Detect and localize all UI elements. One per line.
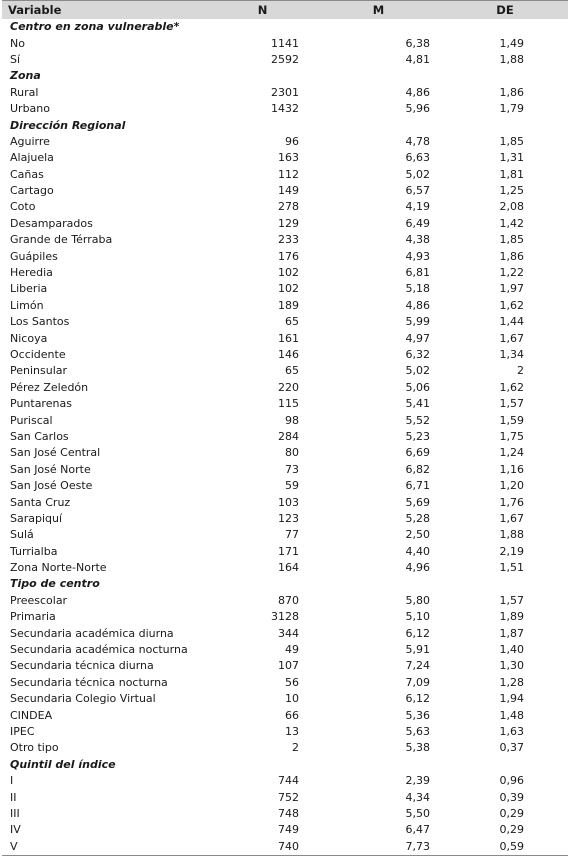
column-header-de: DE: [442, 1, 568, 20]
section-heading-row: [2, 68, 568, 84]
cell-de: 1,94: [499, 692, 524, 706]
cell-de: 1,76: [499, 495, 524, 509]
table-row: [2, 134, 568, 150]
cell-de: 1,86: [499, 249, 524, 263]
table-row: [2, 806, 568, 822]
cell-m: 5,06: [405, 380, 430, 394]
cell-m: 6,69: [405, 446, 430, 460]
table-row: [2, 658, 568, 674]
cell-de: 1,86: [499, 85, 524, 99]
cell-de: 1,20: [499, 479, 524, 493]
cell-m: 4,34: [405, 790, 430, 804]
table-row: [2, 183, 568, 199]
column-header-m: M: [315, 1, 442, 20]
row-label: Sulá: [10, 528, 34, 542]
table-row: [2, 822, 568, 838]
table-row: [2, 789, 568, 805]
table-row: [2, 363, 568, 379]
cell-de: 1,57: [499, 397, 524, 411]
row-label: Sarapiquí: [10, 511, 63, 525]
table-row: [2, 216, 568, 232]
cell-n: 65: [285, 315, 299, 329]
cell-n: 107: [278, 659, 299, 673]
table-row: [2, 445, 568, 461]
row-label: Liberia: [10, 282, 48, 296]
statistics-table: [2, 0, 568, 856]
row-label: Heredia: [10, 266, 53, 280]
cell-m: 6,38: [405, 36, 430, 50]
cell-n: 102: [278, 282, 299, 296]
table-row: [2, 675, 568, 691]
cell-m: 6,12: [405, 626, 430, 640]
table-row: [2, 773, 568, 789]
cell-de: 1,59: [499, 413, 524, 427]
cell-m: 7,09: [405, 675, 430, 689]
table-row: [2, 707, 568, 723]
row-label: Zona Norte-Norte: [10, 561, 107, 575]
cell-m: 5,41: [405, 397, 430, 411]
row-label: Secundaria académica nocturna: [10, 643, 188, 657]
cell-de: 1,25: [499, 184, 524, 198]
cell-de: 2,08: [499, 200, 524, 214]
cell-n: 59: [285, 479, 299, 493]
row-label: Sí: [10, 52, 21, 66]
table-row: [2, 248, 568, 264]
cell-m: 2,39: [405, 774, 430, 788]
cell-n: 73: [285, 462, 299, 476]
cell-n: 189: [278, 298, 299, 312]
table-row: [2, 494, 568, 510]
cell-de: 1,67: [499, 331, 524, 345]
table-row: [2, 478, 568, 494]
cell-m: 7,24: [405, 659, 430, 673]
row-label: San José Oeste: [10, 479, 93, 493]
row-label: Secundaria Colegio Virtual: [10, 692, 156, 706]
cell-n: 344: [278, 626, 299, 640]
row-label: Secundaria técnica diurna: [10, 659, 154, 673]
table-row: [2, 314, 568, 330]
table-row: [2, 396, 568, 412]
cell-de: 1,67: [499, 511, 524, 525]
cell-m: 4,40: [405, 544, 430, 558]
cell-n: 96: [285, 134, 299, 148]
cell-de: 1,30: [499, 659, 524, 673]
section-heading: Quintil del índice: [10, 757, 116, 771]
table-row: [2, 412, 568, 428]
row-label: Puntarenas: [10, 397, 72, 411]
table-row: [2, 101, 568, 117]
row-label: San Carlos: [10, 429, 69, 443]
section-heading-row: [2, 576, 568, 592]
cell-de: 0,37: [499, 741, 524, 755]
row-label: Aguirre: [10, 134, 50, 148]
table-body: [2, 19, 568, 855]
cell-m: 5,36: [405, 708, 430, 722]
cell-m: 5,02: [405, 364, 430, 378]
cell-n: 103: [278, 495, 299, 509]
table-row: [2, 625, 568, 641]
cell-m: 4,19: [405, 200, 430, 214]
table-row: [2, 429, 568, 445]
cell-m: 4,86: [405, 298, 430, 312]
table-row: [2, 35, 568, 51]
cell-de: 1,28: [499, 675, 524, 689]
cell-m: 4,81: [405, 52, 430, 66]
section-heading: Zona: [10, 69, 41, 83]
table-row: [2, 642, 568, 658]
cell-n: 2301: [271, 85, 299, 99]
table-row: [2, 839, 568, 856]
cell-n: 220: [278, 380, 299, 394]
table-row: [2, 281, 568, 297]
cell-m: 4,97: [405, 331, 430, 345]
cell-de: 1,16: [499, 462, 524, 476]
table-row: [2, 527, 568, 543]
cell-m: 5,10: [405, 610, 430, 624]
row-label: Santa Cruz: [10, 495, 71, 509]
cell-n: 10: [285, 692, 299, 706]
row-label: Turrialba: [10, 544, 58, 558]
column-header-variable: Variable: [2, 1, 210, 20]
section-heading: Centro en zona vulnerable*: [10, 20, 180, 34]
cell-n: 56: [285, 675, 299, 689]
table-row: [2, 462, 568, 478]
row-label: CINDEA: [10, 708, 53, 722]
table-row: [2, 609, 568, 625]
row-label: No: [10, 36, 25, 50]
row-label: V: [2, 839, 210, 856]
cell-m: 6,49: [405, 216, 430, 230]
row-label: Desamparados: [10, 216, 93, 230]
cell-de: 1,62: [499, 298, 524, 312]
cell-m: 6,12: [405, 692, 430, 706]
cell-de: 1,49: [499, 36, 524, 50]
cell-m: 5,28: [405, 511, 430, 525]
row-label: Rural: [10, 85, 39, 99]
cell-de: 0,39: [499, 790, 524, 804]
table-row: [2, 232, 568, 248]
cell-de: 1,44: [499, 315, 524, 329]
cell-m: 5,38: [405, 741, 430, 755]
table-row: [2, 380, 568, 396]
row-label: Nicoya: [10, 331, 48, 345]
table-header: [2, 1, 568, 20]
cell-de: 2,19: [499, 544, 524, 558]
table-row: [2, 560, 568, 576]
cell-de: 0,96: [499, 774, 524, 788]
cell-m: 5,69: [405, 495, 430, 509]
row-label: IPEC: [10, 724, 35, 738]
row-label: II: [10, 790, 17, 804]
table-row: [2, 167, 568, 183]
cell-n: 49: [285, 643, 299, 657]
table-row: [2, 347, 568, 363]
cell-de: 1,22: [499, 266, 524, 280]
row-label: Alajuela: [10, 151, 54, 165]
table-row: [2, 511, 568, 527]
cell-n: 123: [278, 511, 299, 525]
row-label: Preescolar: [10, 593, 68, 607]
row-label: Urbano: [10, 102, 50, 116]
table-row: [2, 298, 568, 314]
cell-de: 1,89: [499, 610, 524, 624]
row-label: Limón: [10, 298, 44, 312]
cell-m: 6,71: [405, 479, 430, 493]
cell-n: 870: [278, 593, 299, 607]
cell-n: 2: [292, 741, 299, 755]
cell-n: 752: [278, 790, 299, 804]
cell-n: 80: [285, 446, 299, 460]
row-label: I: [10, 774, 14, 788]
section-heading-row: [2, 19, 568, 35]
cell-de: 1,40: [499, 643, 524, 657]
row-label: Peninsular: [10, 364, 68, 378]
table-row: [2, 52, 568, 68]
cell-n: 740: [210, 839, 315, 856]
row-label: Secundaria académica diurna: [10, 626, 174, 640]
cell-n: 112: [278, 167, 299, 181]
row-label: Los Santos: [10, 315, 70, 329]
row-label: Pérez Zeledón: [10, 380, 89, 394]
row-label: Puriscal: [10, 413, 53, 427]
cell-m: 5,99: [405, 315, 430, 329]
cell-m: 5,63: [405, 724, 430, 738]
row-label: Secundaria técnica nocturna: [10, 675, 168, 689]
cell-n: 163: [278, 151, 299, 165]
row-label: San José Norte: [10, 462, 91, 476]
cell-n: 146: [278, 348, 299, 361]
row-label: IV: [10, 823, 21, 837]
cell-de: 1,75: [499, 429, 524, 443]
cell-de: 0,59: [442, 839, 568, 856]
row-label: Coto: [10, 200, 36, 214]
cell-n: 66: [285, 708, 299, 722]
cell-de: 1,63: [499, 724, 524, 738]
cell-n: 98: [285, 413, 299, 427]
column-header-n: N: [210, 1, 315, 20]
cell-m: 4,96: [405, 561, 430, 575]
cell-n: 233: [278, 233, 299, 247]
row-label: Cartago: [10, 184, 54, 198]
cell-de: 1,85: [499, 233, 524, 247]
cell-de: 1,88: [499, 528, 524, 542]
row-label: Grande de Térraba: [10, 233, 113, 247]
row-label: San José Central: [10, 446, 101, 460]
cell-de: 1,42: [499, 216, 524, 230]
cell-m: 5,91: [405, 643, 430, 657]
table-row: [2, 199, 568, 215]
cell-n: 278: [278, 200, 299, 214]
cell-n: 65: [285, 364, 299, 378]
cell-de: 1,81: [499, 167, 524, 181]
table-row: [2, 724, 568, 740]
cell-de: 1,24: [499, 446, 524, 460]
cell-m: 5,23: [405, 429, 430, 443]
cell-de: 1,85: [499, 134, 524, 148]
cell-m: 4,86: [405, 85, 430, 99]
cell-n: 284: [278, 429, 299, 443]
table-row: [2, 330, 568, 346]
cell-de: 1,57: [499, 593, 524, 607]
cell-de: 1,34: [499, 348, 524, 361]
cell-m: 5,96: [405, 102, 430, 116]
row-label: III: [10, 806, 20, 820]
cell-m: 6,57: [405, 184, 430, 198]
cell-n: 13: [285, 724, 299, 738]
cell-de: 2: [517, 364, 524, 378]
cell-de: 1,79: [499, 102, 524, 116]
cell-n: 176: [278, 249, 299, 263]
cell-n: 3128: [271, 610, 299, 624]
cell-de: 1,88: [499, 52, 524, 66]
cell-m: 5,52: [405, 413, 430, 427]
cell-n: 149: [278, 184, 299, 198]
cell-n: 171: [278, 544, 299, 558]
cell-m: 5,02: [405, 167, 430, 181]
cell-n: 2592: [271, 52, 299, 66]
cell-n: 744: [278, 774, 299, 788]
cell-m: 5,18: [405, 282, 430, 296]
cell-m: 4,78: [405, 134, 430, 148]
cell-de: 1,51: [499, 561, 524, 575]
section-heading: Dirección Regional: [10, 118, 126, 132]
cell-de: 1,62: [499, 380, 524, 394]
cell-m: 6,32: [405, 348, 430, 361]
section-heading: Tipo de centro: [10, 577, 100, 591]
cell-m: 4,38: [405, 233, 430, 247]
cell-m: 6,47: [405, 823, 430, 837]
cell-n: 748: [278, 806, 299, 820]
section-heading-row: [2, 117, 568, 133]
cell-m: 4,93: [405, 249, 430, 263]
cell-n: 77: [285, 528, 299, 542]
table-row: [2, 544, 568, 560]
cell-n: 1141: [271, 36, 299, 50]
cell-n: 161: [278, 331, 299, 345]
row-label: Occidente: [10, 348, 66, 361]
cell-n: 749: [278, 823, 299, 837]
row-label: Guápiles: [10, 249, 58, 263]
cell-m: 6,63: [405, 151, 430, 165]
cell-m: 5,80: [405, 593, 430, 607]
cell-n: 115: [278, 397, 299, 411]
row-label: Cañas: [10, 167, 44, 181]
header-row: [2, 1, 568, 20]
row-label: Primaria: [10, 610, 56, 624]
cell-m: 2,50: [405, 528, 430, 542]
cell-n: 164: [278, 561, 299, 575]
cell-de: 0,29: [499, 806, 524, 820]
table-row: [2, 740, 568, 756]
section-heading-row: [2, 757, 568, 773]
cell-m: 6,82: [405, 462, 430, 476]
cell-de: 0,29: [499, 823, 524, 837]
cell-m: 7,73: [315, 839, 442, 856]
table-row: [2, 691, 568, 707]
table-row: [2, 265, 568, 281]
cell-de: 1,87: [499, 626, 524, 640]
cell-n: 102: [278, 266, 299, 280]
cell-n: 129: [278, 216, 299, 230]
cell-m: 6,81: [405, 266, 430, 280]
cell-de: 1,31: [499, 151, 524, 165]
table-row: [2, 150, 568, 166]
cell-n: 1432: [271, 102, 299, 116]
table-row: [2, 593, 568, 609]
table-row: [2, 85, 568, 101]
row-label: Otro tipo: [10, 741, 59, 755]
cell-m: 5,50: [405, 806, 430, 820]
cell-de: 1,48: [499, 708, 524, 722]
cell-de: 1,97: [499, 282, 524, 296]
